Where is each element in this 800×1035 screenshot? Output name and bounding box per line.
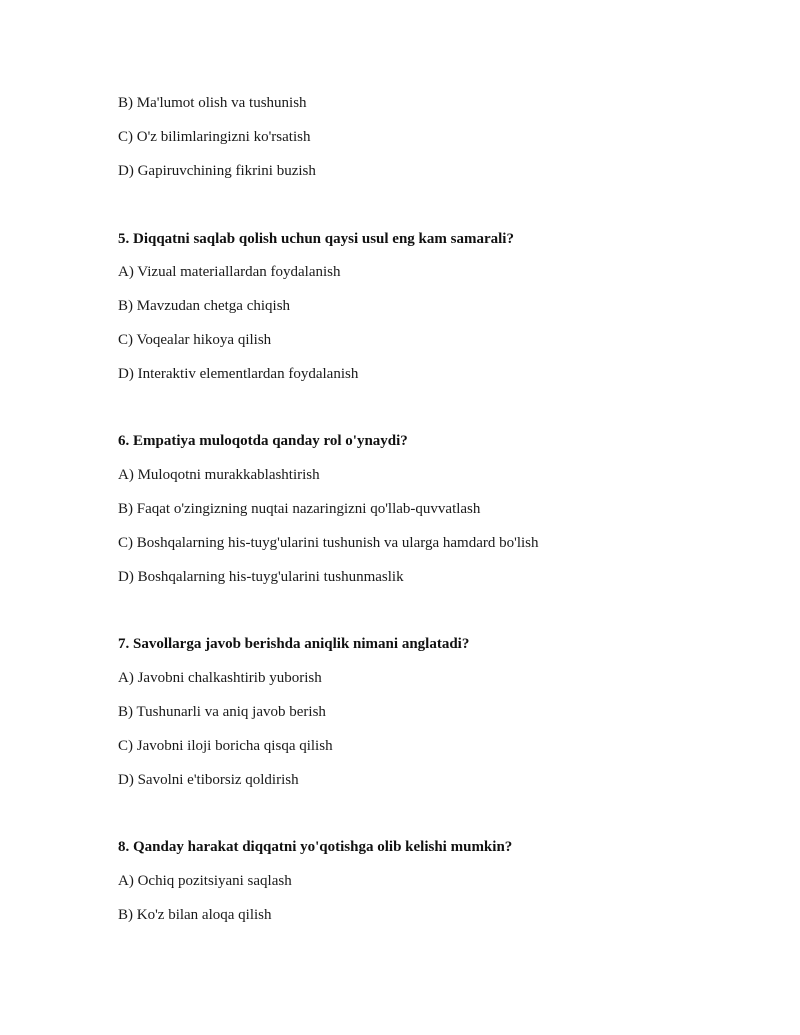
option-4d: D) Gapiruvchining fikrini buzish [118, 163, 316, 179]
option-5b: B) Mavzudan chetga chiqish [118, 298, 291, 314]
option-8b: B) Ko'z bilan aloqa qilish [118, 907, 272, 923]
question-7: 7. Savollarga javob berishda aniqlik nimani anglatadi? [118, 636, 470, 652]
option-7c: C) Javobni iloji boricha qisqa qilish [118, 738, 333, 754]
option-5a: A) Vizual materiallardan foydalanish [118, 264, 341, 280]
question-6: 6. Empatiya muloqotda qanday rol o'ynaydi? [118, 433, 408, 449]
option-5c: C) Voqealar hikoya qilish [118, 332, 272, 348]
option-4c: C) O'z bilimlaringizni ko'rsatish [118, 129, 311, 145]
option-7b: B) Tushunarli va aniq javob berish [118, 704, 326, 720]
option-5d: D) Interaktiv elementlardan foydalanish [118, 366, 359, 382]
option-7a: A) Javobni chalkashtirib yuborish [118, 670, 322, 686]
question-8: 8. Qanday harakat diqqatni yo'qotishga olib kelishi mumkin? [118, 839, 513, 855]
option-4b: B) Ma'lumot olish va tushunish [118, 95, 307, 111]
question-5: 5. Diqqatni saqlab qolish uchun qaysi usul eng kam samarali? [118, 231, 514, 247]
option-8a: A) Ochiq pozitsiyani saqlash [118, 873, 292, 889]
option-6a: A) Muloqotni murakkablashtirish [118, 467, 320, 483]
option-6c: C) Boshqalarning his-tuyg'ularini tushunish va ularga hamdard bo'lish [118, 535, 539, 551]
option-6d: D) Boshqalarning his-tuyg'ularini tushunmaslik [118, 569, 404, 585]
option-6b: B) Faqat o'zingizning nuqtai nazaringizni qo'llab-quvvatlash [118, 501, 481, 517]
option-7d: D) Savolni e'tiborsiz qoldirish [118, 772, 299, 788]
